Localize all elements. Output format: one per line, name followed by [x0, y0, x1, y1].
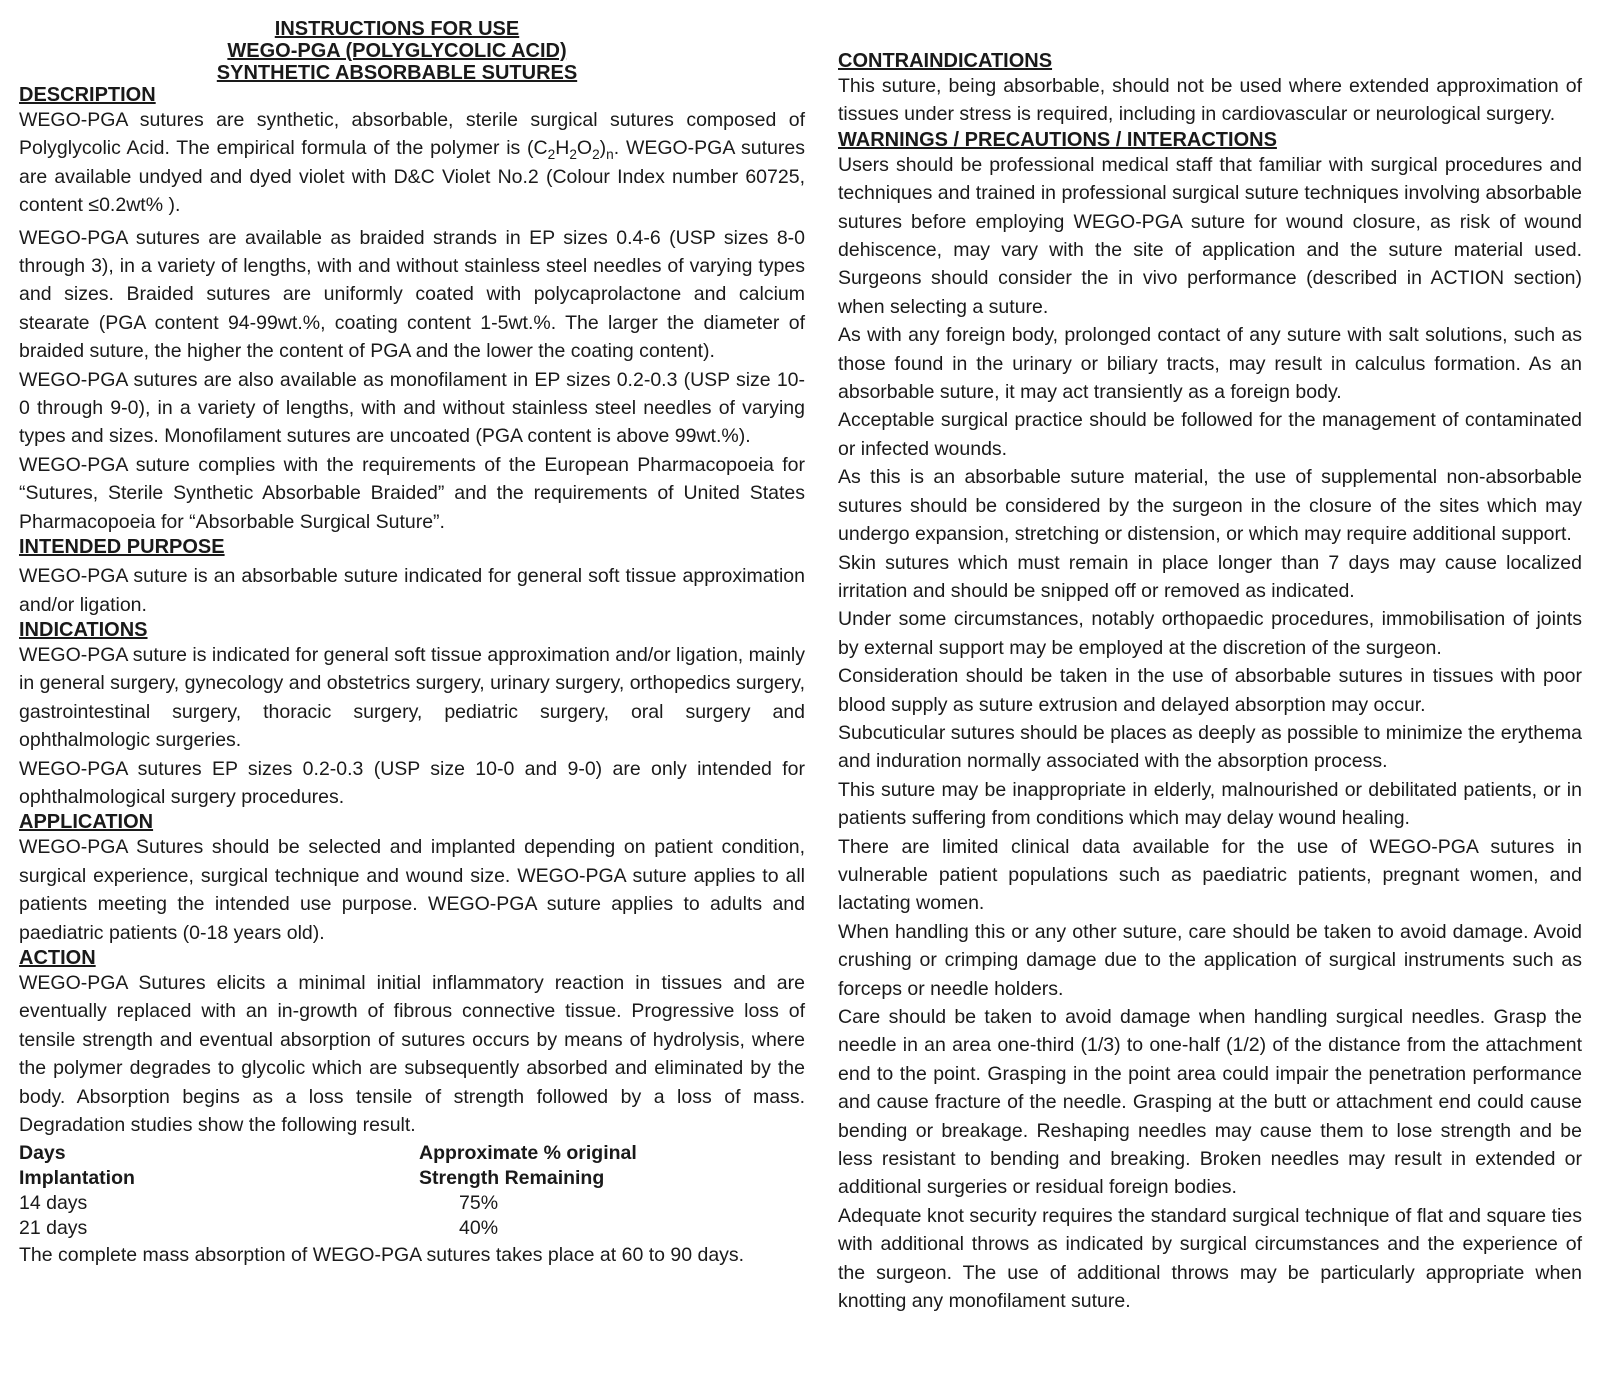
description-paragraph-1: WEGO-PGA sutures are synthetic, absorbable, sterile surgical sutures composed of Polyglycolic Acid. The empirical formula of the polymer is $(C_2H_2O_2)_n$. WEGO-PGA sutures are available undyed and dyed violet with D&C Violet No.2 (Colour Index number 60725, content ≤0.2wt% ). — [19, 109, 805, 217]
heading-intended-purpose: INTENDED PURPOSE — [19, 536, 225, 559]
warnings-paragraph: Under some circumstances, notably orthopaedic procedures, immobilisation of joints by external support may be employed at the discretion of the surgeon. — [838, 608, 1582, 659]
document-title — [19, 0, 775, 84]
table-cell-strength: 75% — [459, 1192, 499, 1215]
heading-description: DESCRIPTION — [19, 84, 156, 106]
warnings-paragraph: Users should be professional medical staff that familiar with surgical procedures and techniques and trained in professional surgical suture techniques involving absorbable sutures before employing WEGO-PGA suture for wound closure, as risk of wound dehiscence, may vary with the site of application and the suture material used. Surgeons should consider the in vivo performance (described in ACTION section) when selecting a suture. — [838, 153, 1582, 318]
table-header-strength: Approximate % original — [419, 1142, 637, 1165]
heading-action: ACTION — [19, 946, 96, 969]
table-header-implantation: Implantation — [19, 1167, 135, 1190]
heading-contraindications: CONTRAINDICATIONS — [838, 50, 1053, 72]
warnings-paragraph: When handling this or any other suture, care should be taken to avoid damage. Avoid crushing or crimping damage due to the application of surgical instruments such as forceps or needle holders. — [838, 920, 1582, 1000]
description-paragraph-2: WEGO-PGA sutures are available as braided strands in EP sizes 0.4-6 (USP sizes 8-0 through 3), in a variety of lengths, with and without stainless steel needles of varying types and sizes. Braided sutures are uniformly coated with polycaprolactone and calcium stearate (PGA content 94-99wt.%, coating content 1-5wt.%. The larger the diameter of braided suture, the higher the content of PGA and the lower the coating content). — [19, 226, 805, 363]
action-paragraph-2: The complete mass absorption of WEGO-PGA sutures takes place at 60 to 90 days. — [19, 1244, 745, 1267]
warnings-paragraph: As with any foreign body, prolonged contact of any suture with salt solutions, such as those found in the urinary or biliary tracts, may result in calculus formation. As an absorbable suture, it may act transiently as a foreign body. — [838, 324, 1582, 404]
table-cell-strength: 40% — [459, 1217, 499, 1240]
warnings-paragraph: Care should be taken to avoid damage when handling surgical needles. Grasp the needle in an area one-third (1/3) to one-half (1/2) of the distance from the attachment end to the point. Grasping in the point area could impair the penetration performance and cause fracture of the needle. Grasping at the butt or attachment end could cause bending or breakage. Reshaping needles may cause them to lose strength and be less resistant to bending and breaking. Broken needles may result in extended or additional surgeries or residual foreign bodies. — [838, 1006, 1582, 1199]
contraindications-paragraph: This suture, being absorbable, should not be used where extended approximation of tissues under stress is required, including in cardiovascular or neurological surgery. — [838, 75, 1582, 126]
table-cell-days: 21 days — [19, 1217, 88, 1240]
description-paragraph-4: WEGO-PGA suture complies with the requirements of the European Pharmacopoeia for “Sutures, Sterile Synthetic Absorbable Braided” and the requirements of United States Pharmacopoeia for “Absorbable Surgical Suture”. — [19, 453, 805, 533]
warnings-paragraph: Consideration should be taken in the use of absorbable sutures in tissues with poor blood supply as suture extrusion and delayed absorption may occur. — [838, 665, 1582, 716]
right-column — [838, 50, 1582, 1315]
warnings-paragraph: Acceptable surgical practice should be followed for the management of contaminated or infected wounds. — [838, 409, 1582, 460]
heading-warnings: WARNINGS / PRECAUTIONS / INTERACTIONS — [838, 128, 1277, 151]
warnings-paragraph: As this is an absorbable suture material, the use of supplemental non-absorbable sutures should be considered by the surgeon in the closure of the sites which may undergo expansion, stretching or distension, or which may require additional support. — [838, 466, 1582, 546]
table-row — [19, 1191, 805, 1216]
title-line-1: INSTRUCTIONS FOR USE — [274, 18, 520, 40]
warnings-paragraph: This suture may be inappropriate in elderly, malnourished or debilitated patients, or in patients suffering from conditions which may delay wound healing. — [838, 778, 1582, 830]
warnings-paragraph: There are limited clinical data available for the use of WEGO-PGA sutures in vulnerable patient populations such as paediatric patients, pregnant women, and lactating women. — [838, 835, 1582, 915]
indications-paragraph-2: WEGO-PGA sutures EP sizes 0.2-0.3 (USP size 10-0 and 9-0) are only intended for ophthalmological surgery procedures. — [19, 757, 805, 808]
heading-indications: INDICATIONS — [19, 618, 148, 641]
table-header-days: Days — [19, 1142, 66, 1165]
title-line-2: WEGO-PGA (POLYGLYCOLIC ACID) — [227, 40, 567, 62]
table-row — [19, 1216, 805, 1241]
intended-purpose-paragraph: WEGO-PGA suture is an absorbable suture indicated for general soft tissue approximation and/or ligation. — [19, 565, 805, 616]
table-header-row-1 — [19, 1141, 805, 1166]
warnings-paragraph: Skin sutures which must remain in place longer than 7 days may cause localized irritation and should be snipped off or removed as indicated. — [838, 551, 1582, 602]
heading-application: APPLICATION — [19, 811, 154, 834]
application-paragraph: WEGO-PGA Sutures should be selected and implanted depending on patient condition, surgical experience, surgical technique and wound size. WEGO-PGA suture applies to all patients meeting the intended use purpose. WEGO-PGA suture applies to adults and paediatric patients (0-18 years old). — [19, 836, 805, 944]
indications-paragraph-1: WEGO-PGA suture is indicated for general soft tissue approximation and/or ligation, mainly in general surgery, gynecology and obstetrics surgery, urinary surgery, orthopedics surgery, gastrointestinal surgery, thoracic surgery, pediatric surgery, oral surgery and ophthalmologic surgeries. — [19, 643, 805, 752]
table-header-row-2 — [19, 1166, 805, 1191]
action-paragraph-1: WEGO-PGA Sutures elicits a minimal initial inflammatory reaction in tissues and are eventually replaced with an in-growth of fibrous connective tissue. Progressive loss of tensile strength and eventual absorption of sutures occurs by means of hydrolysis, where the polymer degrades to glycolic which are subsequently absorbed and eliminated by the body. Absorption begins as a loss tensile of strength followed by a loss of mass. Degradation studies show the following result. — [19, 971, 805, 1136]
table-header-remaining: Strength Remaining — [419, 1167, 605, 1190]
left-column — [19, 0, 805, 1270]
degradation-table — [19, 1141, 805, 1241]
warnings-paragraph: Adequate knot security requires the standard surgical technique of flat and square ties with additional throws as indicated by surgical circumstances and the experience of the surgeon. The use of additional throws may be particularly appropriate when knotting any monofilament suture. — [838, 1204, 1582, 1313]
description-paragraph-3: WEGO-PGA sutures are also available as monofilament in EP sizes 0.2-0.3 (USP size 10-0 through 9-0), in a variety of lengths, with and without stainless steel needles of varying types and sizes. Monofilament sutures are uncoated (PGA content is above 99wt.%). — [19, 368, 805, 448]
title-line-3: SYNTHETIC ABSORBABLE SUTURES — [216, 62, 578, 84]
table-cell-days: 14 days — [19, 1192, 88, 1215]
warnings-paragraph: Subcuticular sutures should be places as deeply as possible to minimize the erythema and induration normally associated with the absorption process. — [838, 721, 1582, 773]
